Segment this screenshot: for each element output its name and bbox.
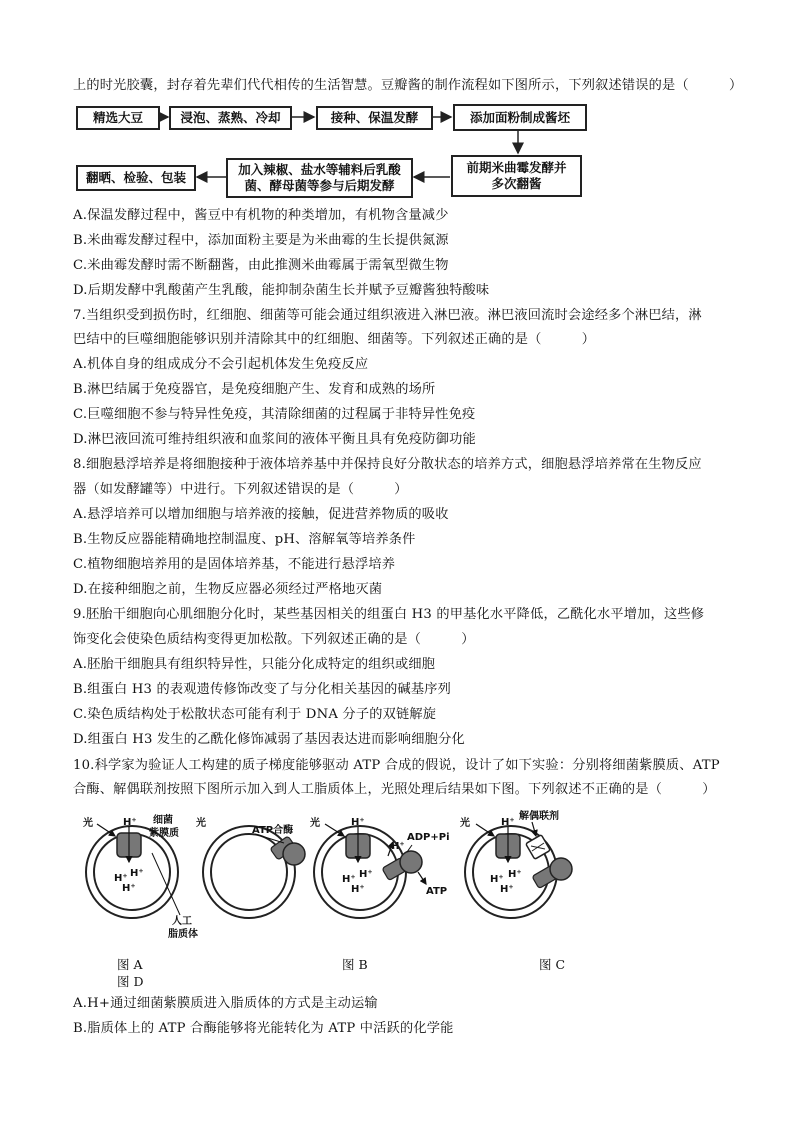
q7-option-c: C.巨噬细胞不参与特异性免疫，其清除细菌的过程属于非特异性免疫 (73, 407, 476, 422)
h-plus-c-2: H⁺ (359, 869, 373, 880)
q6-option-b: B.米曲霉发酵过程中，添加面粉主要是为米曲霉的生长提供氮源 (73, 233, 449, 248)
q10-option-a: A.H+通过细菌紫膜质进入脂质体的方式是主动运输 (73, 996, 378, 1011)
q8-option-b: B.生物反应器能精确地控制温度、pH、溶解氧等培养条件 (73, 532, 416, 547)
q7-option-d: D.淋巴液回流可维持组织液和血浆间的液体平衡且具有免疫防御功能 (73, 432, 476, 447)
q7-option-b: B.淋巴结属于免疫器官，是免疫细胞产生、发育和成熟的场所 (73, 382, 436, 397)
light-label-b: 光 (196, 818, 206, 829)
q6-option-d: D.后期发酵中乳酸菌产生乳酸，能抑制杂菌生长并赋予豆瓣酱独特酸味 (73, 283, 490, 298)
flow-step-add-flour: 添加面粉制成酱坯 (453, 104, 587, 131)
q8-option-d: D.在接种细胞之前，生物反应器必须经过严格地灭菌 (73, 582, 383, 597)
liposome-label-2: 脂质体 (168, 929, 198, 940)
h-plus-c-out: H⁺ (391, 841, 405, 852)
atp-synthase-b-head (283, 843, 305, 865)
flow-step-soak-steam-cool: 浸泡、蒸熟、冷却 (169, 106, 292, 130)
flow-step-inoculate-ferment: 接种、保温发酵 (316, 106, 433, 130)
uncoupler-label: 解偶联剂 (519, 811, 559, 822)
figure-c-caption: 图 C (539, 957, 566, 972)
h-plus-d-top: H⁺ (501, 817, 515, 828)
h-plus-a-1: H⁺ (130, 868, 144, 879)
h-plus-c-3: H⁺ (351, 884, 365, 895)
flow-step-select-soybean: 精选大豆 (76, 106, 160, 130)
h-plus-d-1: H⁺ (490, 874, 504, 885)
flow-step-early-line1: 前期米曲霉发酵并 (466, 160, 567, 175)
q8-stem-line1: 8.细胞悬浮培养是将细胞接种于液体培养基中并保持良好分散状态的培养方式，细胞悬浮培养常在生物反应 (73, 457, 702, 472)
atp-synthase-c-head (400, 851, 422, 873)
atp-label-c: ATP (426, 886, 448, 897)
h-plus-a-top: H⁺ (123, 817, 137, 828)
h-plus-d-2: H⁺ (508, 869, 522, 880)
light-label-c: 光 (310, 818, 320, 829)
q10-stem-line2: 合酶、解偶联剂按照下图所示加入到人工脂质体上，光照处理后结果如下图。下列叙述不正确的是（ ） (73, 782, 716, 797)
q8-stem-line2: 器（如发酵罐等）中进行。下列叙述错误的是（ ） (73, 482, 408, 497)
figure-d-caption: 图 D (117, 974, 144, 989)
q9-option-a: A.胚胎干细胞具有组织特异性，只能分化成特定的组织或细胞 (73, 657, 436, 672)
q9-option-b: B.组蛋白 H3 的表观遗传修饰改变了与分化相关基因的碱基序列 (73, 682, 452, 697)
h-plus-a-3: H⁺ (122, 883, 136, 894)
bacteria-label-1: 细菌 (153, 815, 173, 826)
q10-option-b: B.脂质体上的 ATP 合酶能够将光能转化为 ATP 中活跃的化学能 (73, 1021, 454, 1036)
flow-step-dry-inspect-pack: 翻晒、检验、包装 (76, 165, 196, 191)
q9-option-d: D.组蛋白 H3 发生的乙酰化修饰减弱了基因表达进而影响细胞分化 (73, 732, 465, 747)
atp-synthase-d-head (550, 858, 572, 880)
q6-option-c: C.米曲霉发酵时需不断翻酱，由此推测米曲霉属于需氧型微生物 (73, 258, 449, 273)
figure-b-caption: 图 B (342, 957, 368, 972)
flow-step-late-line2: 菌、酵母菌等参与后期发酵 (244, 178, 395, 193)
flow-step-late-line1: 加入辣椒、盐水等辅料后乳酸 (238, 162, 401, 177)
q9-stem-line2: 饰变化会使染色质结构变得更加松散。下列叙述正确的是（ ） (73, 632, 475, 647)
h-plus-a-2: H⁺ (114, 873, 128, 884)
q7-stem-line1: 7.当组织受到损伤时，红细胞、细菌等可能会通过组织液进入淋巴液。淋巴液回流时会途经多个淋巴结，淋 (73, 308, 702, 323)
q7-stem-line2: 巴结中的巨噬细胞能够识别并清除其中的红细胞、细菌等。下列叙述正确的是（ ） (73, 332, 596, 347)
q8-option-c: C.植物细胞培养用的是固体培养基，不能进行悬浮培养 (73, 557, 396, 572)
h-plus-d-3: H⁺ (500, 884, 514, 895)
q7-option-a: A.机体自身的组成成分不会引起机体发生免疫反应 (73, 357, 369, 372)
q6-option-a: A.保温发酵过程中，酱豆中有机物的种类增加，有机物含量减少 (73, 208, 449, 223)
bacteria-label-2: 紫膜质 (149, 828, 179, 839)
h-plus-c-top: H⁺ (351, 817, 365, 828)
figure-b (203, 826, 305, 918)
atp-synthase-label-b: ATP合酶 (252, 825, 294, 836)
q9-stem-line1: 9.胚胎干细胞向心肌细胞分化时，某些基因相关的组蛋白 H3 的甲基化水平降低，乙酰化水平增加，这些修 (73, 607, 705, 622)
flow-step-early-line2: 多次翻酱 (491, 176, 542, 191)
q8-option-a: A.悬浮培养可以增加细胞与培养液的接触，促进营养物质的吸收 (73, 507, 449, 522)
liposome-label-1: 人工 (172, 916, 192, 927)
q10-stem-line1: 10.科学家为验证人工构建的质子梯度能够驱动 ATP 合成的假说，设计了如下实验：分别将细菌紫膜质、ATP (73, 758, 720, 773)
light-label-d: 光 (460, 818, 470, 829)
q6-stem-tail: 上的时光胶囊，封存着先辈们代代相传的生活智慧。豆瓣酱的制作流程如下图所示，下列叙述错误的是（ ） (73, 78, 743, 93)
adp-pi-label: ADP+Pi (407, 832, 450, 843)
h-plus-c-1: H⁺ (342, 874, 356, 885)
q9-option-c: C.染色质结构处于松散状态可能有利于 DNA 分子的双链解旋 (73, 707, 437, 722)
light-label-a: 光 (83, 818, 93, 829)
figure-a-caption: 图 A (117, 957, 143, 972)
